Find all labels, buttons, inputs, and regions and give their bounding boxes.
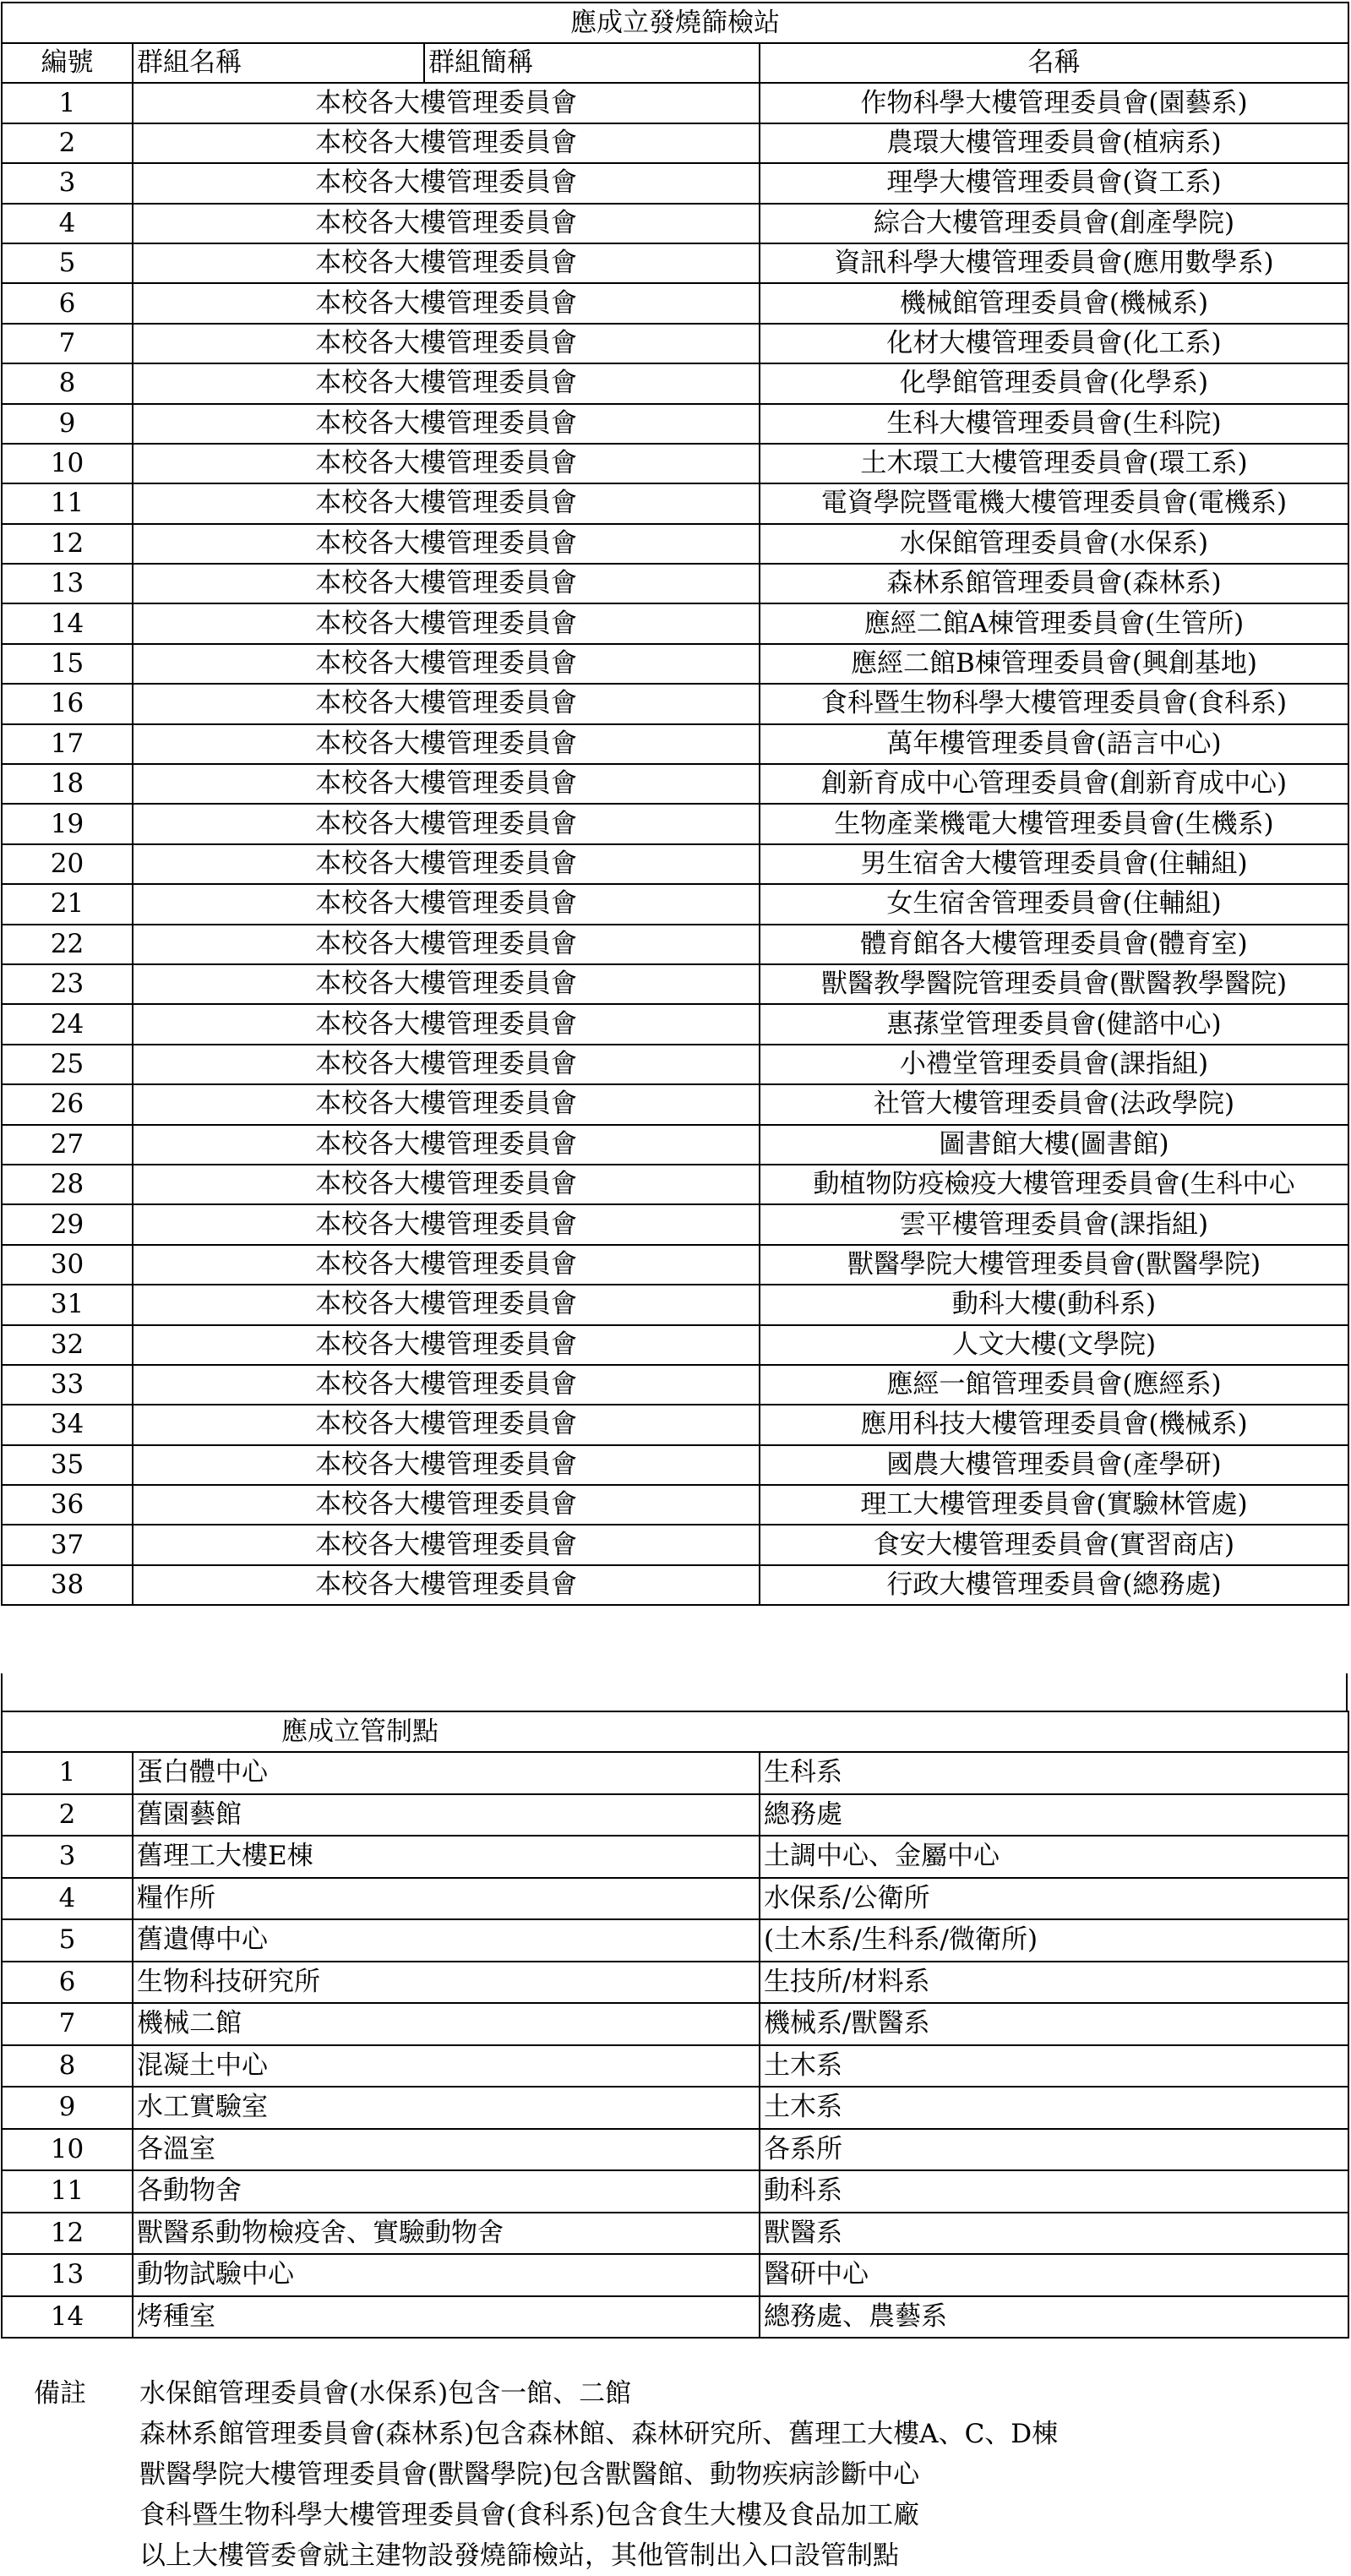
row-number: 11 [2, 2170, 133, 2213]
row-unit: (土木系/生科系/微衛所) [760, 1919, 1348, 1962]
row-number: 19 [2, 804, 133, 843]
row-number: 11 [2, 483, 133, 523]
row-committee-name: 化材大樓管理委員會(化工系) [760, 324, 1348, 363]
row-group-name: 本校各大樓管理委員會 [133, 1004, 760, 1044]
row-number: 10 [2, 2129, 133, 2171]
row-number: 33 [2, 1365, 133, 1405]
header-name: 名稱 [760, 43, 1348, 83]
row-committee-name: 生物產業機電大樓管理委員會(生機系) [760, 804, 1348, 843]
table-row [2, 2045, 1348, 2088]
row-group-name: 本校各大樓管理委員會 [133, 163, 760, 203]
row-number: 14 [2, 2296, 133, 2339]
row-committee-name: 生科大樓管理委員會(生科院) [760, 404, 1348, 444]
row-unit: 總務處 [760, 1794, 1348, 1836]
row-number: 22 [2, 925, 133, 964]
row-group-name: 本校各大樓管理委員會 [133, 1525, 760, 1564]
row-group-name: 本校各大樓管理委員會 [133, 1165, 760, 1204]
table-row [2, 483, 1348, 523]
row-number: 32 [2, 1325, 133, 1365]
row-committee-name: 機械館管理委員會(機械系) [760, 283, 1348, 323]
row-group-name: 本校各大樓管理委員會 [133, 884, 760, 924]
table-title: 應成立發燒篩檢站 [2, 3, 1348, 43]
row-group-name: 本校各大樓管理委員會 [133, 844, 760, 884]
row-group-name: 本校各大樓管理委員會 [133, 83, 760, 123]
row-group-name: 本校各大樓管理委員會 [133, 123, 760, 163]
row-committee-name: 小禮堂管理委員會(課指組) [760, 1045, 1348, 1084]
table-row [2, 324, 1348, 363]
row-number: 9 [2, 2087, 133, 2129]
table-row [2, 83, 1348, 123]
row-group-name: 本校各大樓管理委員會 [133, 1045, 760, 1084]
row-group-name: 本校各大樓管理委員會 [133, 804, 760, 843]
table-row [2, 524, 1348, 564]
row-place: 生物科技研究所 [133, 1962, 760, 2004]
row-committee-name: 人文大樓(文學院) [760, 1325, 1348, 1365]
row-number: 7 [2, 2003, 133, 2045]
row-place: 糧作所 [133, 1878, 760, 1920]
row-group-name: 本校各大樓管理委員會 [133, 1405, 760, 1444]
table-row [2, 283, 1348, 323]
row-number: 28 [2, 1165, 133, 1204]
table-row [2, 724, 1348, 764]
row-group-name: 本校各大樓管理委員會 [133, 603, 760, 643]
row-group-name: 本校各大樓管理委員會 [133, 204, 760, 243]
row-place: 水工實驗室 [133, 2087, 760, 2129]
row-number: 8 [2, 2045, 133, 2088]
table-row [2, 764, 1348, 804]
row-place: 動物試驗中心 [133, 2254, 760, 2296]
row-place: 各動物舍 [133, 2170, 760, 2213]
row-number: 15 [2, 644, 133, 684]
row-unit: 機械系/獸醫系 [760, 2003, 1348, 2045]
screening-station-table [1, 2, 1349, 1606]
row-committee-name: 食科暨生物科學大樓管理委員會(食科系) [760, 684, 1348, 723]
table-row [2, 363, 1348, 403]
row-place: 舊理工大樓E棟 [133, 1836, 760, 1878]
row-unit: 土木系 [760, 2087, 1348, 2129]
row-group-name: 本校各大樓管理委員會 [133, 1565, 760, 1605]
row-number: 5 [2, 243, 133, 283]
row-number: 2 [2, 123, 133, 163]
row-committee-name: 農環大樓管理委員會(植病系) [760, 123, 1348, 163]
row-group-name: 本校各大樓管理委員會 [133, 1325, 760, 1365]
row-number: 6 [2, 283, 133, 323]
table-row [2, 1752, 1348, 1794]
row-number: 9 [2, 404, 133, 444]
row-group-name: 本校各大樓管理委員會 [133, 444, 760, 483]
notes-lines [139, 2373, 1058, 2576]
row-number: 10 [2, 444, 133, 483]
row-place: 舊園藝館 [133, 1794, 760, 1836]
table-row [2, 204, 1348, 243]
row-committee-name: 化學館管理委員會(化學系) [760, 363, 1348, 403]
row-number: 8 [2, 363, 133, 403]
row-committee-name: 食安大樓管理委員會(實習商店) [760, 1525, 1348, 1564]
table-row [2, 1285, 1348, 1324]
row-number: 12 [2, 524, 133, 564]
section-gap [1, 1673, 1348, 1711]
row-number: 31 [2, 1285, 133, 1324]
row-number: 25 [2, 1045, 133, 1084]
row-number: 23 [2, 964, 133, 1004]
row-number: 4 [2, 204, 133, 243]
table-row [2, 2254, 1348, 2296]
note-line: 食科暨生物科學大樓管理委員會(食科系)包含食生大樓及食品加工廠 [139, 2500, 920, 2530]
table-row [2, 2087, 1348, 2129]
row-committee-name: 萬年樓管理委員會(語言中心) [760, 724, 1348, 764]
row-group-name: 本校各大樓管理委員會 [133, 925, 760, 964]
table-row [2, 1405, 1348, 1444]
row-number: 2 [2, 1794, 133, 1836]
row-committee-name: 理工大樓管理委員會(實驗林管處) [760, 1485, 1348, 1525]
table-row [2, 2296, 1348, 2339]
row-committee-name: 體育館各大樓管理委員會(體育室) [760, 925, 1348, 964]
row-committee-name: 動植物防疫檢疫大樓管理委員會(生科中心 [760, 1165, 1348, 1204]
row-unit: 醫研中心 [760, 2254, 1348, 2296]
row-number: 14 [2, 603, 133, 643]
table-row [2, 964, 1348, 1004]
row-number: 17 [2, 724, 133, 764]
note-line: 以上大樓管委會就主建物設發燒篩檢站，其他管制出入口設管制點 [139, 2541, 899, 2571]
row-committee-name: 土木環工大樓管理委員會(環工系) [760, 444, 1348, 483]
row-number: 5 [2, 1919, 133, 1962]
row-unit: 獸醫系 [760, 2213, 1348, 2255]
row-group-name: 本校各大樓管理委員會 [133, 283, 760, 323]
row-group-name: 本校各大樓管理委員會 [133, 243, 760, 283]
row-group-name: 本校各大樓管理委員會 [133, 524, 760, 564]
table-row [2, 1004, 1348, 1044]
row-group-name: 本校各大樓管理委員會 [133, 483, 760, 523]
table-row [2, 1525, 1348, 1564]
header-number: 編號 [2, 43, 133, 83]
row-committee-name: 應經二館A棟管理委員會(生管所) [760, 603, 1348, 643]
row-committee-name: 惠蓀堂管理委員會(健諮中心) [760, 1004, 1348, 1044]
row-committee-name: 社管大樓管理委員會(法政學院) [760, 1084, 1348, 1124]
header-group-name: 群組名稱 [133, 43, 424, 83]
row-unit: 生科系 [760, 1752, 1348, 1794]
table-row [2, 243, 1348, 283]
table-row [2, 804, 1348, 843]
row-group-name: 本校各大樓管理委員會 [133, 644, 760, 684]
row-number: 29 [2, 1204, 133, 1244]
row-committee-name: 應經一館管理委員會(應經系) [760, 1365, 1348, 1405]
row-unit: 生技所/材料系 [760, 1962, 1348, 2004]
row-group-name: 本校各大樓管理委員會 [133, 1084, 760, 1124]
row-number: 12 [2, 2213, 133, 2255]
table-row [2, 1045, 1348, 1084]
row-group-name: 本校各大樓管理委員會 [133, 1245, 760, 1285]
row-place: 蛋白體中心 [133, 1752, 760, 1794]
table-row [2, 1878, 1348, 1920]
row-committee-name: 水保館管理委員會(水保系) [760, 524, 1348, 564]
row-committee-name: 資訊科學大樓管理委員會(應用數學系) [760, 243, 1348, 283]
row-place: 機械二館 [133, 2003, 760, 2045]
row-unit: 總務處、農藝系 [760, 2296, 1348, 2339]
note-line: 獸醫學院大樓管理委員會(獸醫學院)包含獸醫館、動物疾病診斷中心 [139, 2459, 920, 2490]
row-committee-name: 應用科技大樓管理委員會(機械系) [760, 1405, 1348, 1444]
row-group-name: 本校各大樓管理委員會 [133, 1285, 760, 1324]
row-group-name: 本校各大樓管理委員會 [133, 684, 760, 723]
row-place: 獸醫系動物檢疫舍、實驗動物舍 [133, 2213, 760, 2255]
row-group-name: 本校各大樓管理委員會 [133, 724, 760, 764]
row-committee-name: 獸醫教學醫院管理委員會(獸醫教學醫院) [760, 964, 1348, 1004]
note-line: 水保館管理委員會(水保系)包含一館、二館 [139, 2378, 632, 2409]
table-title: 應成立管制點 [2, 1711, 1348, 1752]
row-number: 27 [2, 1125, 133, 1165]
row-number: 1 [2, 1752, 133, 1794]
table-row [2, 1084, 1348, 1124]
table-row [2, 1165, 1348, 1204]
table-row [2, 163, 1348, 203]
row-number: 16 [2, 684, 133, 723]
row-number: 21 [2, 884, 133, 924]
note-line: 森林系館管理委員會(森林系)包含森林館、森林研究所、舊理工大樓A、C、D棟 [139, 2419, 1059, 2449]
table-row [2, 123, 1348, 163]
row-committee-name: 作物科學大樓管理委員會(園藝系) [760, 83, 1348, 123]
table-row [2, 1565, 1348, 1605]
table-row [2, 884, 1348, 924]
row-group-name: 本校各大樓管理委員會 [133, 363, 760, 403]
table-row [2, 603, 1348, 643]
table-row [2, 1445, 1348, 1485]
header-group-abbr: 群組簡稱 [424, 43, 760, 83]
row-place: 各溫室 [133, 2129, 760, 2171]
row-committee-name: 國農大樓管理委員會(產學研) [760, 1445, 1348, 1485]
table-row [2, 1245, 1348, 1285]
table-row [2, 1794, 1348, 1836]
row-committee-name: 應經二館B棟管理委員會(興創基地) [760, 644, 1348, 684]
row-number: 18 [2, 764, 133, 804]
table-row [2, 1125, 1348, 1165]
table-row [2, 1836, 1348, 1878]
table-row [2, 1485, 1348, 1525]
table-row [2, 404, 1348, 444]
row-committee-name: 動科大樓(動科系) [760, 1285, 1348, 1324]
row-group-name: 本校各大樓管理委員會 [133, 1204, 760, 1244]
row-committee-name: 森林系館管理委員會(森林系) [760, 564, 1348, 603]
row-number: 20 [2, 844, 133, 884]
control-point-table [1, 1711, 1349, 2339]
row-number: 13 [2, 564, 133, 603]
row-group-name: 本校各大樓管理委員會 [133, 1125, 760, 1165]
row-committee-name: 創新育成中心管理委員會(創新育成中心) [760, 764, 1348, 804]
row-number: 24 [2, 1004, 133, 1044]
row-unit: 土木系 [760, 2045, 1348, 2088]
table-row [2, 1325, 1348, 1365]
row-group-name: 本校各大樓管理委員會 [133, 1365, 760, 1405]
row-group-name: 本校各大樓管理委員會 [133, 1485, 760, 1525]
row-committee-name: 雲平樓管理委員會(課指組) [760, 1204, 1348, 1244]
row-group-name: 本校各大樓管理委員會 [133, 404, 760, 444]
row-number: 38 [2, 1565, 133, 1605]
table-row [2, 564, 1348, 603]
row-number: 30 [2, 1245, 133, 1285]
table-row [2, 2213, 1348, 2255]
row-unit: 水保系/公衛所 [760, 1878, 1348, 1920]
row-number: 26 [2, 1084, 133, 1124]
row-number: 4 [2, 1878, 133, 1920]
row-group-name: 本校各大樓管理委員會 [133, 324, 760, 363]
row-number: 3 [2, 163, 133, 203]
row-number: 6 [2, 1962, 133, 2004]
row-place: 舊遺傳中心 [133, 1919, 760, 1962]
row-number: 3 [2, 1836, 133, 1878]
table-row [2, 1962, 1348, 2004]
table-row [2, 2129, 1348, 2171]
row-committee-name: 圖書館大樓(圖書館) [760, 1125, 1348, 1165]
table-row [2, 1365, 1348, 1405]
row-committee-name: 綜合大樓管理委員會(創產學院) [760, 204, 1348, 243]
table-row [2, 684, 1348, 723]
table-row [2, 844, 1348, 884]
row-committee-name: 獸醫學院大樓管理委員會(獸醫學院) [760, 1245, 1348, 1285]
table-row [2, 1204, 1348, 1244]
row-committee-name: 電資學院暨電機大樓管理委員會(電機系) [760, 483, 1348, 523]
row-number: 35 [2, 1445, 133, 1485]
row-group-name: 本校各大樓管理委員會 [133, 764, 760, 804]
table-row [2, 1919, 1348, 1962]
row-number: 1 [2, 83, 133, 123]
table-row [2, 2170, 1348, 2213]
row-group-name: 本校各大樓管理委員會 [133, 564, 760, 603]
row-committee-name: 女生宿舍管理委員會(住輔組) [760, 884, 1348, 924]
row-committee-name: 男生宿舍大樓管理委員會(住輔組) [760, 844, 1348, 884]
row-place: 烤種室 [133, 2296, 760, 2339]
row-place: 混凝土中心 [133, 2045, 760, 2088]
row-number: 36 [2, 1485, 133, 1525]
row-unit: 各系所 [760, 2129, 1348, 2171]
table-row [2, 925, 1348, 964]
row-number: 34 [2, 1405, 133, 1444]
row-committee-name: 行政大樓管理委員會(總務處) [760, 1565, 1348, 1605]
row-number: 13 [2, 2254, 133, 2296]
row-group-name: 本校各大樓管理委員會 [133, 1445, 760, 1485]
table-row [2, 644, 1348, 684]
row-group-name: 本校各大樓管理委員會 [133, 964, 760, 1004]
row-number: 7 [2, 324, 133, 363]
row-unit: 土調中心、金屬中心 [760, 1836, 1348, 1878]
row-number: 37 [2, 1525, 133, 1564]
row-committee-name: 理學大樓管理委員會(資工系) [760, 163, 1348, 203]
row-unit: 動科系 [760, 2170, 1348, 2213]
table-row [2, 444, 1348, 483]
table-row [2, 2003, 1348, 2045]
notes-label: 備註 [34, 2378, 86, 2409]
